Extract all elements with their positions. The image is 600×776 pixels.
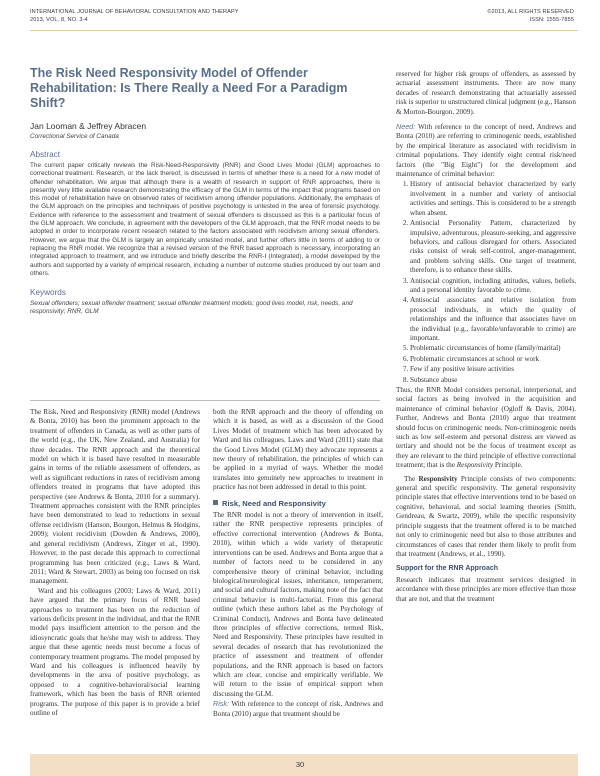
keywords-text: Sexual offenders; sexual offender treatment; sexual offender treatment models; good lives model, risk, needs, and responsivity; RNR, GLM xyxy=(30,300,353,316)
article-front-matter xyxy=(30,66,380,317)
body-paragraph: The RNR model is not a theory of intervention in itself, rather the RNR perspective represents principles of effective correctional intervention (Andrews & Bonta, 2010), within which a wide variety of therapeutic interventions can be used. Andrews and Bonta argue that a number of factors need to be considered in any comprehensive theory of criminal behavior, including biological/neurological issues, inheritance, temperament, and social and cultural factors, making note of the fact that criminal behavior is multi-factorial. From this general outline (which these authors label as the Psychology of Criminal Conduct), Andrews and Bonta have delineated three principles of effective corrections, termed Risk, Need and Responsivity. These principles have resulted in several decades of research that has revolutionized the practice of assessment and treatment of offender populations, and the RNR approach is based on factors which are clear, concise and empirically verifiable. We will return to the issue of empirical support when discussing the GLM. xyxy=(213,511,383,698)
body-paragraph xyxy=(396,386,576,471)
author-affiliation: Correctional Service of Canada xyxy=(30,133,119,140)
subsection-heading: Support for the RNR Approach xyxy=(396,565,499,573)
risk-paragraph-text: With reference to the concept of risk, Andrews and Bonta (2010) argue that treatment should be xyxy=(213,700,383,718)
body-column-3 xyxy=(396,70,576,604)
responsivity-italic: Responsivity xyxy=(456,461,494,470)
abstract-divider xyxy=(30,400,380,401)
body-paragraph: reserved for higher risk groups of offenders, as assessed by actuarial assessment instruments. There are now many decades of research demonstrating that actuarially assessed risk is superior to unstructured clinical judgment (e.g., Hanson & Morton-Bourgon, 2009). xyxy=(396,70,576,116)
rnr-considers-text: Thus, the RNR Model considers personal, interpersonal, and social factors as being involved in the acquisition and maintenance of criminal behavior (Ogloff & Davis, 2004). Further, Andrews and Bonta (2010) argue that treatment should focus on criminogenic needs. Non-criminogenic needs such as low self-esteem and personal distress are viewed as tertiary and should not be the focus of treatment except as they are relevant to the third principle of effective correctional treatment; that is the xyxy=(396,386,576,470)
body-paragraph xyxy=(213,699,383,719)
body-paragraph: Ward and his colleagues (2003; Laws & Ward, 2011) have argued that the primary focus of RNR based approaches to treatment has been on the reduction of various deficits present in the individual, and that the RNR model pays insufficient attention to the person and the idiosyncratic goals that he/she may wish to address. They argue that these agentic needs must become a focus of contemporary treatment programs. The model proposed by Ward and his colleagues is influenced heavily by developments in the area of positive psychology, as opposed to a cognitive-behavioral/social learning framework, which has been the basis of RNR oriented programs. The purpose of this paper is to provide a brief outline of xyxy=(30,586,200,717)
the-word: The xyxy=(404,474,416,483)
big-eight-list xyxy=(396,180,576,385)
principle-word: Principle. xyxy=(494,461,523,470)
list-item: 7. Few if any positive leisure activities xyxy=(410,365,576,374)
list-item: 3. Antisocial cognition, including attitudes, values, beliefs, and a personal identity favorable to crime. xyxy=(410,277,576,296)
journal-header xyxy=(30,8,239,24)
body-column-2 xyxy=(213,408,383,719)
list-item: 6. Problematic circumstances at school or work xyxy=(410,355,576,364)
section-square-icon xyxy=(213,500,218,505)
copyright-header xyxy=(487,8,574,24)
header-divider xyxy=(30,30,578,31)
journal-volume: 2013, VOL. 8, NO. 3-4 xyxy=(30,17,88,23)
keywords-heading: Keywords xyxy=(30,288,66,298)
article-authors: Jan Looman & Jeffrey Abracen xyxy=(30,121,147,131)
list-item: 8. Substance abuse xyxy=(410,376,576,385)
list-item: 2. Antisocial Personality Pattern, characterized by impulsive, adventurous, pleasure-seeking, and aggressive behaviors, and callous disregard for others. Associated risks consist of weak self-control, anger-management, and problem solving skills. One target of treatment, therefore, is to enhance these skills. xyxy=(410,219,576,275)
issn-line: ISSN: 1555-7855 xyxy=(529,17,574,23)
copyright-line: ©2013, ALL RIGHTS RESERVED xyxy=(487,9,574,15)
journal-name: INTERNATIONAL JOURNAL OF BEHAVIORAL CONSULTATION AND THERAPY xyxy=(30,9,239,15)
need-run-in-heading: Need: xyxy=(396,122,416,132)
abstract-text: The current paper critically reviews the Risk-Need-Responsivity (RNR) and Good Lives Model (GLM) approaches to correctional treatment. Research, or the lack thereof, is discussed in terms of whether there is a need for a new model of offender rehabilitation. We argue that although there is a wealth of research in support of RNR approaches, there is presently very little available research demonstrating the efficacy of the GLM in terms of the impact that programs based on this model of rehabilitation have on observed rates of recidivism among offender populations. Additionally, the emphasis of the GLM approach on the principles and techniques of positive psychology is untested in the area of forensic psychology. Evidence with reference to the assessment and treatment of sexual offenders is discussed as this is a particular focus of the GLM approach. We conclude, in agreement with the developers of the GLM approach, that the RNR model needs to be adopted in order to incorporate recent research related to the factors associated with recidivism among sexual offenders. However, we argue that the GLM is largely an empirically untested model, and further offers little in terms of adding to or replacing the RNR model. We recognize that a revised version of the RNR based approach is necessary, incorporating an integrated approach to treatment, and we introduce and briefly describe the RNR-I (Integrated), a model developed by the authors and supported by a variety of empirical research, including a number of outcome studies produced by our team and others. xyxy=(30,162,380,277)
responsivity-paragraph-text: Principle consists of two components: general and specific responsivity. The general responsivity principle states that effective interventions tend to be based on cognitive, behavioral, and social learning theories (Smith, Gendreau, & Swartz, 2009), while the specific responsivity principle suggests that the treatment offered is to be matched not only to criminogenic need but also to those attributes and circumstances of cases that render them likely to profit from that treatment (Andrews, et al., 1990). xyxy=(396,474,577,558)
body-paragraph: Research indicates that treatment services designed in accordance with these principles are more effective than those that are not, and that the treatment xyxy=(396,575,576,603)
body-paragraph: both the RNR approach and the theory of offending on which it is based, as well as a discussion of the Good Lives Model of treatment which has been advocated by Ward and his colleagues. Laws and Ward (2011) state that the Good Lives Model (GLM) they advocate represents a new theory of rehabilitation, the principles of which can be applied in a myriad of ways. Whether the model translates into genuinely new approaches to treatment in practice has not been addressed in detail to this point. xyxy=(213,408,383,492)
section-heading xyxy=(213,499,383,508)
body-paragraph xyxy=(396,122,576,179)
abstract-heading: Abstract xyxy=(30,150,61,159)
risk-run-in-heading: Risk: xyxy=(213,699,229,709)
list-item: 1. History of antisocial behavior characterized by early involvement in a number and variety of antisocial activities and settings. This is considered to be a strength when absent. xyxy=(410,180,576,218)
body-paragraph: The Risk, Need and Responsivity (RNR) model (Andrews & Bonta, 2010) has been the prominent approach to the treatment of offenders in Canada, as well as other parts of the world (e.g., the UK, New Zealand, and Australia) for three decades. The RNR approach and the theoretical model on which it is based have resulted in measurable gains in terms of the reliable assessment of offenders, as well as significant reductions in rates of recidivism among offenders treated in programs that have adopted this perspective (see Andrews & Bonta, 2010 for a summary). Treatment approaches consistent with the RNR principles have been demonstrated to lead to reductions in sexual offense recidivism (Hanson, Bourgon, Helmus & Hodgins, 2009); violent recidivism (Dowden & Andrews, 2000), and general recidivism (Andrews, Zinger et al., 1990). However, in the past decade this approach to correctional programming has been criticized (e.g., Laws & Ward, 2011; Ward & Stewart, 2003) as being too focused on risk management. xyxy=(30,408,200,586)
section-heading-text: Risk, Need and Responsivity xyxy=(222,498,326,508)
body-column-1 xyxy=(30,408,200,718)
responsivity-bold: Responsivity xyxy=(418,474,458,483)
page-number: 30 xyxy=(295,760,305,769)
need-paragraph-text: With reference to the concept of need, Andrews and Bonta (2010) are referring to criminogenic needs, established by the empirical literature as associated with recidivism in criminal populations. They identify eight central risk/need factors (the "Big Eight") for the development and maintenance of criminal behavior: xyxy=(396,123,577,179)
article-title: The Risk Need Responsivity Model of Offender Rehabilitation: Is There Really a Need For a Paradigm Shift? xyxy=(30,66,348,110)
list-item: 4. Antisocial associates and relative isolation from prosocial individuals, in which the quality of relationships and the influence that associates have on the individual (e.g., favorable/unfavorable to crime) are important. xyxy=(410,296,576,343)
body-paragraph xyxy=(396,475,576,560)
list-item: 5. Problematic circumstances of home (family/marital) xyxy=(410,344,576,353)
